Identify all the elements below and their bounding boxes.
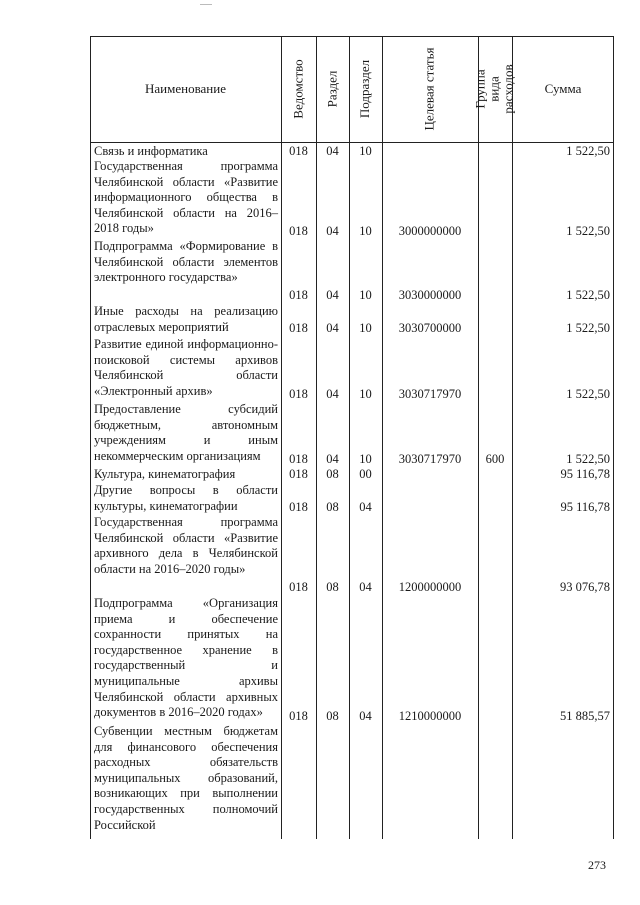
table-right-border: [613, 36, 614, 839]
header-podrazdel-cell: [349, 36, 382, 142]
row-name: Развитие единой информационно-поисковой системы архивов Челябинской области «Электронный архив»: [94, 337, 278, 398]
row-vedomstvo: 018: [289, 500, 308, 514]
row-vedomstvo: 018: [289, 321, 308, 335]
header-razdel-cell: [316, 36, 349, 142]
row-name: Иные расходы на реализацию отраслевых мероприятий: [94, 304, 278, 334]
header-summa: Сумма: [544, 81, 582, 96]
row-razdel: 04: [326, 321, 339, 335]
header-gruppa-cell: [473, 36, 516, 142]
row-podrazdel: 04: [359, 709, 372, 723]
row-razdel: 08: [326, 467, 339, 481]
row-name: Культура, кинематография: [94, 467, 236, 481]
row-vedomstvo: 018: [289, 467, 308, 481]
row-podrazdel: 00: [359, 467, 372, 481]
row-summa: 51 885,57: [560, 709, 610, 723]
row-razdel: 08: [326, 500, 339, 514]
header-podrazdel: Подраздел: [357, 59, 373, 119]
row-podrazdel: 04: [359, 580, 372, 594]
row-razdel: 04: [326, 452, 339, 466]
row-razdel: 04: [326, 144, 339, 158]
row-razdel: 08: [326, 580, 339, 594]
row-celevaya: 3030000000: [398, 288, 462, 302]
page-number: 273: [588, 858, 606, 872]
row-name: Подпрограмма «Организация приема и обеспечение сохранности принятых на государственное хранение в государственный и муниципальные архивы Челябинской области архивных документов в 2016–2020 годах»: [94, 596, 278, 720]
row-name: Связь и информатика: [94, 144, 208, 158]
row-celevaya: 1210000000: [398, 709, 462, 723]
row-razdel: 04: [326, 288, 339, 302]
row-gruppa: 600: [485, 452, 505, 466]
row-summa: 1 522,50: [566, 224, 610, 238]
row-vedomstvo: 018: [289, 144, 308, 158]
budget-table: [90, 36, 614, 839]
row-razdel: 04: [326, 224, 339, 238]
column-divider: [478, 36, 479, 839]
row-vedomstvo: 018: [289, 387, 308, 401]
row-podrazdel: 10: [359, 288, 372, 302]
header-gruppa: Группа вида расходов: [473, 64, 516, 114]
header-celevaya: Целевая статья: [421, 47, 437, 131]
row-name: Государственная программа Челябинской области «Развитие информационного общества в Челябинской области на 2016–2018 годы»: [94, 159, 278, 236]
scan-mark: [200, 4, 212, 5]
row-podrazdel: 10: [359, 321, 372, 335]
row-vedomstvo: 018: [289, 288, 308, 302]
row-celevaya: 1200000000: [398, 580, 462, 594]
header-vedomstvo-cell: [281, 36, 316, 142]
row-summa: 95 116,78: [560, 500, 610, 514]
row-name: Другие вопросы в области культуры, кинематографии: [94, 483, 278, 513]
row-podrazdel: 10: [359, 452, 372, 466]
header-bottom-border: [90, 142, 614, 143]
row-vedomstvo: 018: [289, 224, 308, 238]
row-celevaya: 3030717970: [398, 452, 462, 466]
row-razdel: 04: [326, 387, 339, 401]
row-podrazdel: 10: [359, 224, 372, 238]
row-celevaya: 3030700000: [398, 321, 462, 335]
row-summa: 93 076,78: [560, 580, 610, 594]
row-name: Субвенции местным бюджетам для финансового обеспечения расходных обязательств муниципальных образований, возникающих при выполнении государственных полномочий Российской: [94, 724, 278, 832]
header-vedomstvo: Ведомство: [290, 59, 306, 119]
row-razdel: 08: [326, 709, 339, 723]
row-vedomstvo: 018: [289, 452, 308, 466]
header-name: Наименование: [145, 81, 226, 96]
table-left-border: [90, 36, 91, 839]
row-summa: 1 522,50: [566, 452, 610, 466]
row-vedomstvo: 018: [289, 709, 308, 723]
row-podrazdel: 10: [359, 387, 372, 401]
row-name: Подпрограмма «Формирование в Челябинской области элементов электронного государства»: [94, 239, 278, 285]
row-celevaya: 3000000000: [398, 224, 462, 238]
row-celevaya: 3030717970: [398, 387, 462, 401]
row-podrazdel: 10: [359, 144, 372, 158]
row-summa: 95 116,78: [560, 467, 610, 481]
row-name: Государственная программа Челябинской области «Развитие архивного дела в Челябинской области на 2016–2020 годы»: [94, 515, 278, 576]
row-vedomstvo: 018: [289, 580, 308, 594]
row-summa: 1 522,50: [566, 144, 610, 158]
header-razdel: Раздел: [324, 70, 340, 108]
row-podrazdel: 04: [359, 500, 372, 514]
row-summa: 1 522,50: [566, 321, 610, 335]
row-summa: 1 522,50: [566, 387, 610, 401]
row-name: Предоставление субсидий бюджетным, автономным учреждениям и иным некоммерческим организациям: [94, 402, 278, 463]
header-celevaya-cell: [382, 36, 478, 142]
row-summa: 1 522,50: [566, 288, 610, 302]
